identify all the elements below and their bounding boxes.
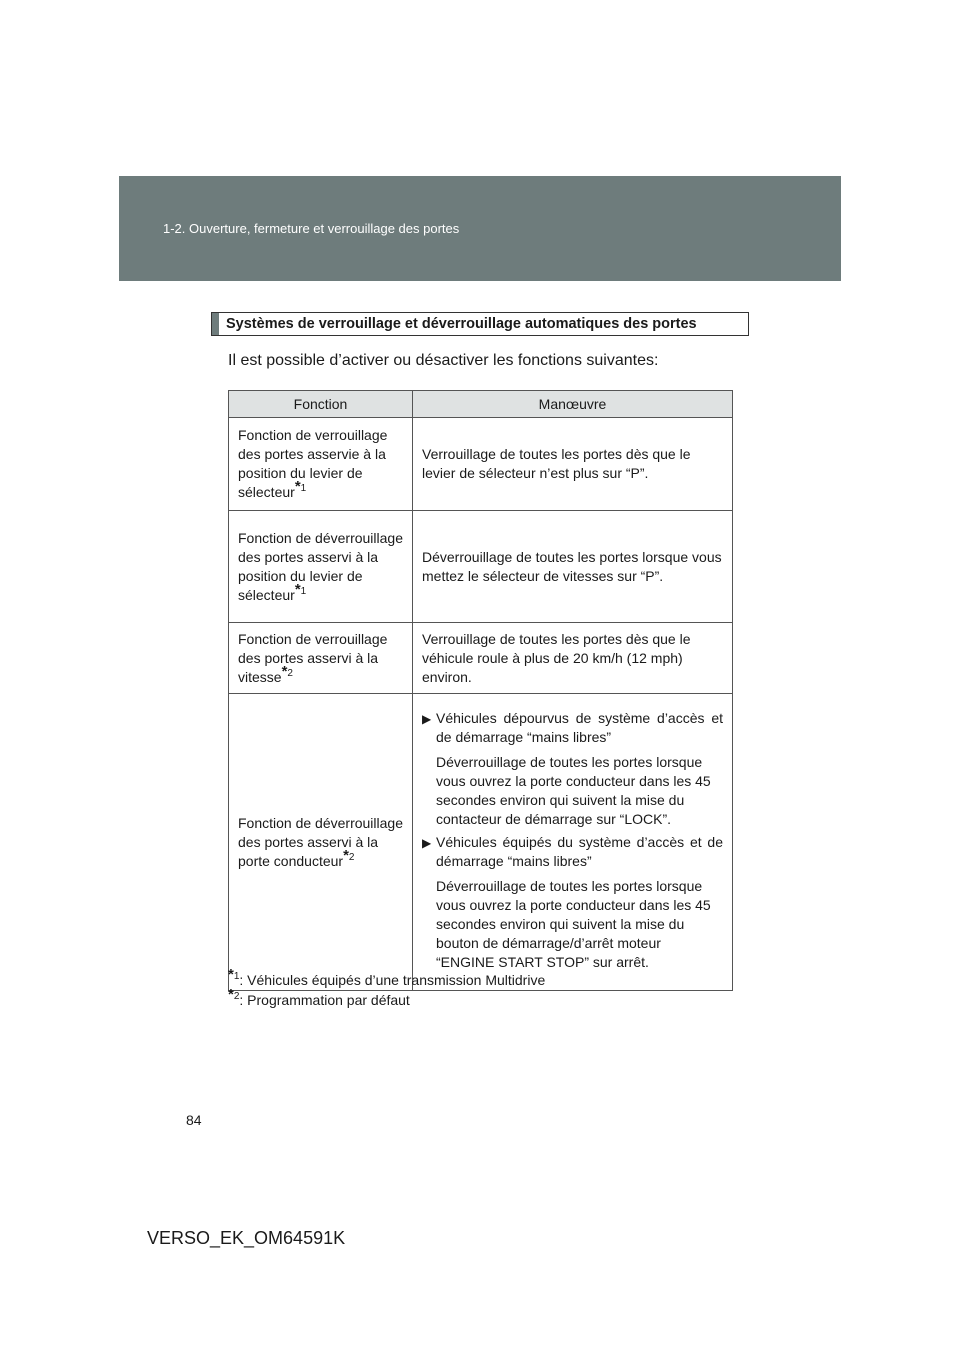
operation-cell [413, 694, 733, 991]
operation-cell: Verrouillage de toutes les portes dès que le levier de sélecteur n’est plus sur “P”. [413, 418, 733, 511]
table-row [229, 623, 733, 694]
operation-cell: Verrouillage de toutes les portes dès que le véhicule roule à plus de 20 km/h (12 mph) environ. [413, 623, 733, 694]
heading-marker [212, 313, 219, 335]
footnote-ref: *1 [294, 580, 307, 598]
table-row [229, 511, 733, 623]
footnote: $^{*1}$: Véhicules équipés d’une transmission Multidrive [228, 966, 546, 988]
page-number: 84 [186, 1112, 202, 1128]
triangle-right-icon: ▶ [422, 835, 432, 850]
footnote-ref: *2 [343, 846, 355, 864]
column-header-operation: Manœuvre [413, 391, 733, 418]
breadcrumb: 1-2. Ouverture, fermeture et verrouillage des portes [163, 221, 460, 236]
bullet-description: Déverrouillage de toutes les portes lorsque vous ouvrez la porte conducteur dans les 45 secondes environ qui suivent la mise du bouton de démarrage/d’arrêt moteur “ENGINE START STOP” sur arrêt. [436, 877, 711, 970]
bullet-item: ▶ Véhicules dépourvus de système d’accès et de démarrage “mains libres” [422, 709, 723, 745]
operation-cell: Déverrouillage de toutes les portes lorsque vous mettez le sélecteur de vitesses sur “P”. [413, 511, 733, 623]
function-cell: Fonction de déverrouillage des portes asservi à la position du levier de sélecteur$^{*1}$ [229, 511, 413, 623]
table-row [229, 694, 733, 991]
bullet-description: Déverrouillage de toutes les portes lorsque vous ouvrez la porte conducteur dans les 45 secondes environ qui suivent la mise du contacteur de démarrage sur “LOCK”. [436, 753, 711, 827]
function-cell: Fonction de verrouillage des portes asservie à la position du levier de sélecteur$^{*1}$ [229, 418, 413, 511]
table-header-row [229, 391, 733, 418]
column-header-function: Fonction [229, 391, 413, 418]
footnote: $^{*2}$: Programmation par défaut [228, 986, 410, 1008]
footnote-ref: *2 [281, 662, 293, 680]
function-cell: Fonction de verrouillage des portes asservi à la vitesse$^{*2}$ [229, 623, 413, 694]
section-heading [211, 312, 749, 336]
document-code: VERSO_EK_OM64591K [147, 1228, 346, 1248]
footnote-ref: *1 [294, 478, 307, 496]
footnotes [228, 966, 546, 1010]
bullet-item: ▶ Véhicules équipés du système d’accès et de démarrage “mains libres” [422, 833, 723, 869]
table-row [229, 418, 733, 511]
intro-text: Il est possible d’activer ou désactiver les fonctions suivantes: [228, 352, 659, 369]
function-table [228, 390, 733, 991]
section-title: Systèmes de verrouillage et déverrouillage automatiques des portes [226, 316, 697, 332]
function-cell: Fonction de déverrouillage des portes asservi à la porte conducteur$^{*2}$ [229, 694, 413, 991]
triangle-right-icon: ▶ [422, 711, 432, 726]
